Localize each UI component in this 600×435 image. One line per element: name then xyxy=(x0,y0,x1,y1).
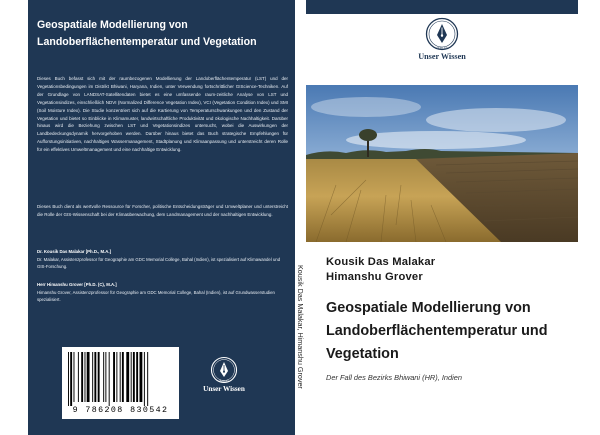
front-authors xyxy=(326,255,435,285)
barcode-bar xyxy=(70,352,72,406)
barcode-bar xyxy=(126,352,129,402)
front-author-1: Kousik Das Malakar xyxy=(326,256,436,268)
barcode-bar xyxy=(98,352,100,402)
back-logo-brand: Unser Wissen xyxy=(203,385,245,393)
author-bio-1 xyxy=(37,248,288,271)
barcode-bar xyxy=(85,352,86,402)
front-logo-brand: Unser Wissen xyxy=(418,52,466,61)
front-title: Geospatiale Modellierung von Landoberflächentemperatur und Vegetation xyxy=(326,300,548,362)
barcode-bar xyxy=(136,352,138,402)
barcode-bar xyxy=(131,352,132,402)
barcode-bar xyxy=(74,352,75,402)
isbn-barcode xyxy=(62,347,179,419)
barcode-bar xyxy=(140,352,143,402)
author-bio-1-text: Dr. Malakar, Assistenzprofessor für Geographie am GDC Memorial College, Bahal (Indien), ist spezialisiert auf Klimawandel und GIS-Forschung. xyxy=(37,256,281,270)
barcode-bar xyxy=(105,352,106,402)
author-bio-2-text: Himanshu Grover, Assistenzprofessor für Geographie am GDC Memorial College, Bahal (Indien), ist auf Grundwasserstudien spezialisiert. xyxy=(37,289,275,303)
back-cover xyxy=(28,0,295,435)
barcode-bars xyxy=(66,352,175,406)
front-publisher-logo xyxy=(306,17,578,71)
logo-verlag-label: VERLAG xyxy=(218,380,230,384)
barcode-bar xyxy=(68,352,69,406)
author-bio-2-name: Herr Himanshu Grover [Ph.D. (C), M.A.] xyxy=(37,282,117,287)
barcode-bar xyxy=(133,352,135,402)
back-cover-paragraph-2: Dieses Buch dient als wertvolle Ressource für Forscher, politische Entscheidungsträger und Umweltplaner und unterstreicht die Rolle der GIS-Wissenschaft bei der Klimaüberwachung, dem Landmanagement und der nachhaltigen Entwicklung. xyxy=(37,204,288,217)
author-bio-1-name: Dr. Kousik Das Malakar [Ph.D., M.A.] xyxy=(37,249,112,254)
barcode-bar xyxy=(81,352,83,402)
back-cover-title: Geospatiale Modellierung von Landoberflächentemperatur und Vegetation xyxy=(37,19,257,48)
barcode-bar xyxy=(103,352,104,402)
front-top-band xyxy=(306,0,578,14)
barcode-bar xyxy=(122,352,124,402)
barcode-bar xyxy=(147,352,148,406)
barcode-bar xyxy=(109,352,110,406)
back-publisher-logo xyxy=(197,356,251,404)
pen-nib-emblem-icon xyxy=(210,356,238,384)
barcode-bar xyxy=(92,352,93,402)
barcode-bar xyxy=(116,352,117,402)
barcode-bar xyxy=(78,352,79,402)
barcode-bar xyxy=(144,352,145,406)
logo-verlag-label: VERLAG xyxy=(435,46,449,50)
field-landscape-photo xyxy=(306,85,578,242)
front-cover xyxy=(306,0,578,435)
back-cover-paragraph-1: Dieses Buch befasst sich mit der raumbezogenen Modellierung der Landoberflächentemperatur (LST) und der Vegetationsbedingungen im Distrikt Bhiwani, Haryana, Indien, unter Verwendung fortschrittlicher GIScience-Techniken. Auf der Grundlage von LANDSAT-Satellitendaten bietet es eine umfassende raum-zeitliche Analyse von LST und Vegetationsindizes, einschließlich NDVI (Normalized Difference Vegetation Index), VCI (Vegetation Condition Index) und SMI (Soil Moisture Index). Die Studie konzentriert sich auf die Kartierung von Temperaturschwankungen und den Zustand der Vegetation und bietet so Einblicke in Klimamuster, landwirtschaftliche Produktivität und ökologische Nachhaltigkeit. Darüber hinaus wird die Beziehung zwischen LST und Vegetationsindizes untersucht, wobei die Auswirkungen der Landbedeckungsdynamik hervorgehoben werden. Darüber hinaus bietet das Buch strategische Empfehlungen für Aufforstungsinitiativen, nachhaltiges Wassermanagement, Stadtplanung und Klimaanpassung und unterstreicht deren Rolle für ein effektives Umweltmanagement und eine nachhaltige Entwicklung. xyxy=(37,76,288,153)
barcode-bar xyxy=(87,352,90,402)
barcode-bar xyxy=(94,352,96,402)
author-bio-2 xyxy=(37,281,288,304)
front-subtitle: Der Fall des Bezirks Bhiwani (HR), Indien xyxy=(326,373,462,382)
barcode-bar xyxy=(120,352,121,402)
front-author-2: Himanshu Grover xyxy=(326,271,423,283)
barcode-bar xyxy=(113,352,115,402)
pen-nib-emblem-icon xyxy=(425,17,459,51)
spine-authors: Kousik Das Malakar, Himanshu Grover xyxy=(296,265,305,389)
isbn-digits: 9 786208 830542 xyxy=(72,406,169,415)
